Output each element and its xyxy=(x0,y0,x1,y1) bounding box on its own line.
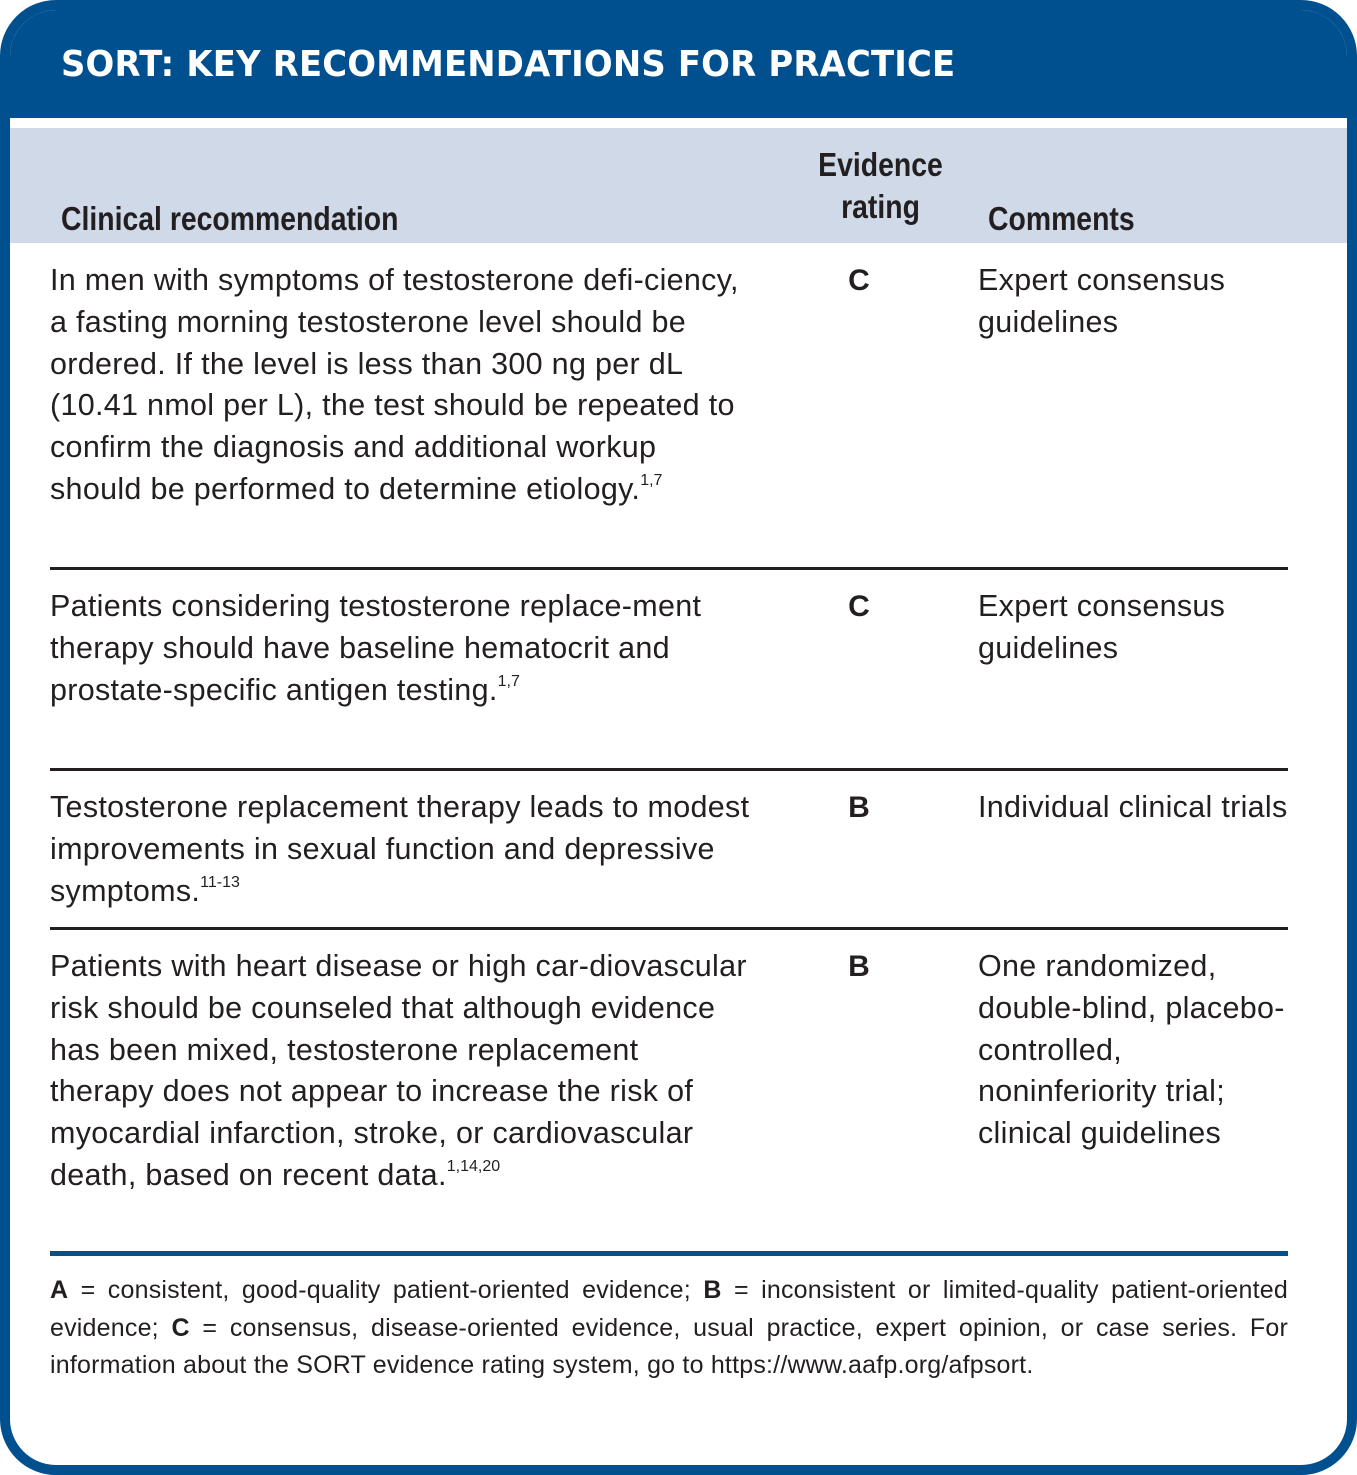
recommendation-text xyxy=(50,946,750,1197)
comment-text: Expert consensus guidelines xyxy=(978,589,1226,665)
legend-text-c: = consensus, disease-oriented evidence, usual practice, expert opinion, or case series. For information about the SORT evidence rating system, go to xyxy=(50,1313,1288,1379)
row-divider xyxy=(50,567,1288,570)
recommendation-text xyxy=(50,586,750,711)
evidence-rating: C xyxy=(848,590,870,623)
comment-text: Expert consensus guidelines xyxy=(978,263,1226,339)
column-header-rating-line1: Evidence xyxy=(818,146,943,183)
comment-text: One randomized, double-blind, placebo-controlled, noninferiority trial; clinical guidelines xyxy=(978,949,1285,1151)
title-bar xyxy=(10,10,1347,118)
reference-superscript: 1,7 xyxy=(497,672,520,690)
table-header xyxy=(10,128,1347,243)
comment-text: Individual clinical trials xyxy=(978,790,1288,824)
recommendation-text xyxy=(50,260,750,511)
evidence-rating: B xyxy=(848,791,870,824)
rating-legend-footnote xyxy=(50,1272,1288,1385)
recommendation-body: In men with symptoms of testosterone defi-ciency, a fasting morning testosterone level should be ordered. If the level is less than 300 ng per dL (10.41 nmol per L), the test should be repeated to confirm the diagnosis and additional workup should be performed to determine etiology. xyxy=(50,263,739,506)
legend-label-a: A xyxy=(50,1276,69,1304)
evidence-rating: C xyxy=(848,264,870,297)
legend-label-c: C xyxy=(171,1313,190,1342)
recommendation-body: Patients with heart disease or high car-diovascular risk should be counseled that although evidence has been mixed, testosterone replacement therapy does not appear to increase the risk of myocardial infarction, stroke, or cardiovascular death, based on recent data. xyxy=(50,949,747,1192)
row-divider xyxy=(50,927,1288,930)
box-title: SORT: KEY RECOMMENDATIONS FOR PRACTICE xyxy=(61,44,956,85)
recommendation-body: Testosterone replacement therapy leads to modest improvements in sexual function and depressive symptoms. xyxy=(50,790,750,908)
reference-superscript: 11-13 xyxy=(200,873,240,891)
column-header-recommendation: Clinical recommendation xyxy=(61,200,399,237)
reference-superscript: 1,14,20 xyxy=(446,1157,501,1175)
column-header-rating-line2: rating xyxy=(841,188,920,225)
table-bottom-rule xyxy=(50,1251,1288,1256)
recommendation-text xyxy=(50,787,750,912)
row-divider xyxy=(50,768,1288,771)
evidence-rating: B xyxy=(848,950,870,983)
recommendation-body: Patients considering testosterone replace-ment therapy should have baseline hematocrit and prostate-specific antigen testing. xyxy=(50,589,702,707)
footnote-end: . xyxy=(1026,1351,1034,1379)
legend-label-b: B xyxy=(703,1276,722,1304)
reference-superscript: 1,7 xyxy=(640,471,663,489)
legend-text-b: = inconsistent or limited-quality patient-oriented evidence; xyxy=(50,1276,1288,1342)
legend-text-a: = consistent, good-quality patient-oriented evidence; xyxy=(68,1276,704,1304)
column-header-comments: Comments xyxy=(988,200,1135,237)
column-header-evidence-rating xyxy=(814,144,947,228)
sort-link[interactable]: https://www.aafp.org/afpsort xyxy=(710,1351,1027,1379)
